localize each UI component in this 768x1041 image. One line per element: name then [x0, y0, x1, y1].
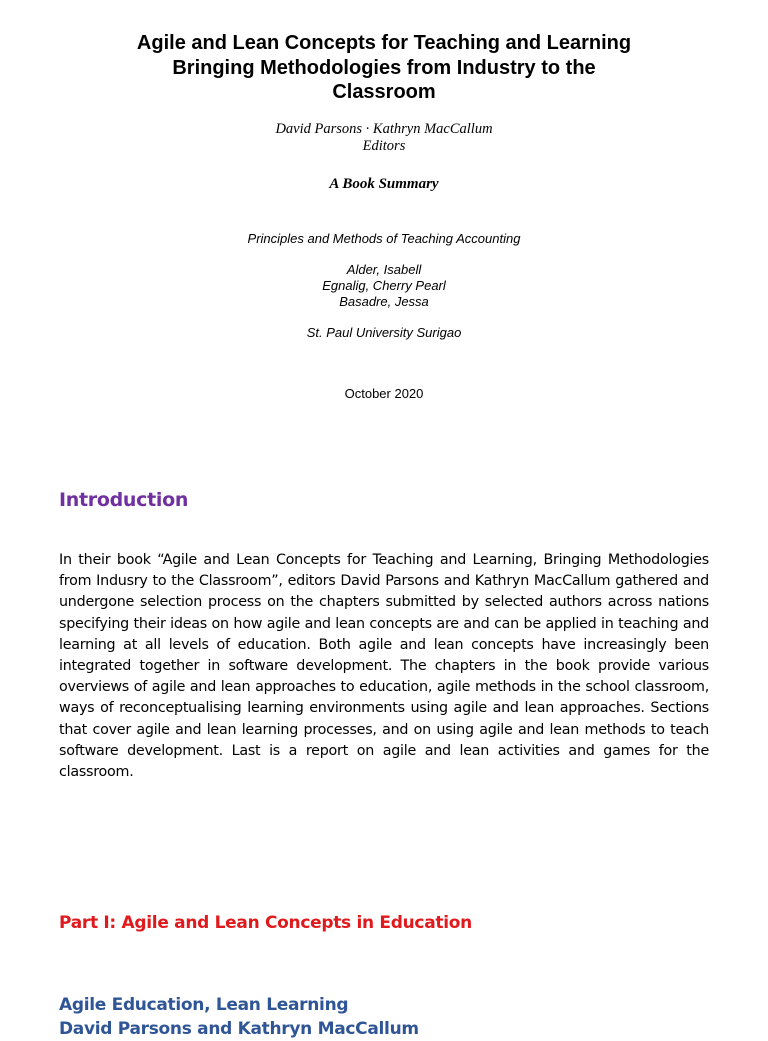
course-name: Principles and Methods of Teaching Accounting: [247, 231, 521, 246]
introduction-paragraph: In their book “Agile and Lean Concepts for Teaching and Learning, Bringing Methodologies from Indusry to the Classroom”, editors David Parsons and Kathryn MacCallum gathered and undergone selection process on the chapters submitted by selected authors across nations specifying their ideas on how agile and lean concepts are and can be applied in teaching and learning at all levels of education. Both agile and lean concepts have increasingly been integrated together in software development. The chapters in the book provide various overviews of agile and lean approaches to education, agile methods in the school classroom, ways of reconceptualising learning environments using agile and lean approaches. Sections that cover agile and lean learning processes, and on using agile and lean methods to teach software development. Last is a report on agile and lean activities and games for the classroom.: [59, 552, 709, 781]
document-date: October 2020: [344, 386, 424, 401]
book-title: [84, 31, 684, 105]
book-title-line: Bringing Methodologies from Industry to the: [172, 56, 596, 79]
school-name: St. Paul University Surigao: [306, 325, 462, 340]
book-title-line: Classroom: [332, 81, 436, 103]
chapter-title: Agile Education, Lean Learning: [59, 995, 349, 1015]
editors-names: David Parsons · Kathryn MacCallum: [275, 121, 493, 137]
book-title-line: Agile and Lean Concepts for Teaching and Learning: [136, 32, 632, 54]
part-one-heading: Part I: Agile and Lean Concepts in Education: [59, 913, 472, 933]
author-name: Alder, Isabell: [346, 262, 422, 277]
editors-block: [0, 121, 768, 155]
author-name: Egnalig, Cherry Pearl: [322, 278, 446, 293]
chapter-authors: David Parsons and Kathryn MacCallum: [59, 1019, 419, 1039]
authors-list: [0, 262, 768, 310]
book-summary-label: A Book Summary: [329, 176, 439, 192]
editors-label: Editors: [362, 138, 406, 154]
author-name: Basadre, Jessa: [339, 294, 429, 309]
introduction-heading: Introduction: [59, 489, 189, 511]
